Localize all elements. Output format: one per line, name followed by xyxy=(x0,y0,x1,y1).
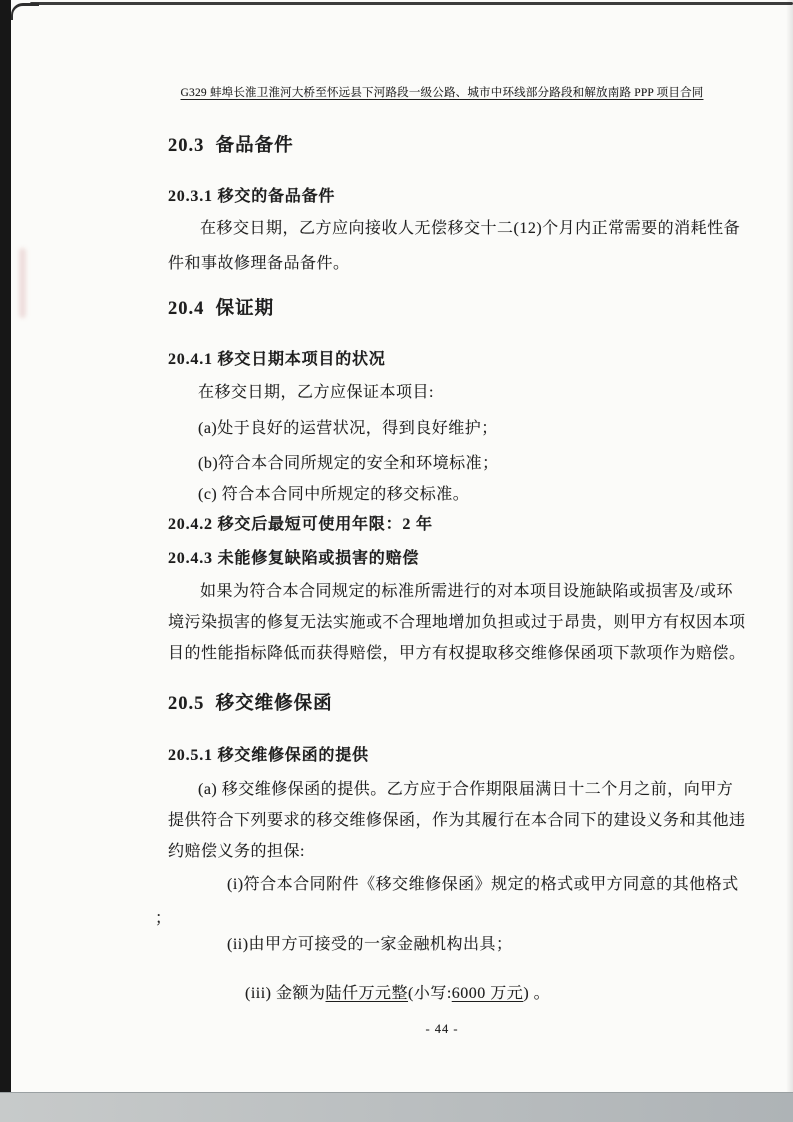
list-item-a: (a)处于良好的运营状况，得到良好维护； xyxy=(198,420,498,437)
amount-text-prefix: (iii) 金额为 xyxy=(245,985,326,1002)
paragraph-line: 件和事故修理备品备件。 xyxy=(168,255,350,272)
paragraph-line: 在移交日期，乙方应向接收人无偿移交十二(12)个月内正常需要的消耗性备 xyxy=(200,220,741,237)
paragraph-line: 目的性能指标降低而获得赔偿，甲方有权提取移交维修保函项下款项作为赔偿。 xyxy=(168,645,746,662)
list-item-i-continuation: ； xyxy=(155,910,172,927)
amount-in-figures: 6000 万元 xyxy=(451,985,524,1002)
list-item-i: (i)符合本合同附件《移交维修保函》规定的格式或甲方同意的其他格式 xyxy=(227,876,739,893)
list-item-b: (b)符合本合同所规定的安全和环境标准； xyxy=(198,455,499,472)
subsection-heading-20-3-1: 20.3.1 移交的备品备件 xyxy=(168,188,336,205)
subsection-heading-20-4-1: 20.4.1 移交日期本项目的状况 xyxy=(168,351,386,368)
section-heading-20-3: 20.3 备品备件 xyxy=(168,136,294,156)
paragraph-line: (a) 移交维修保函的提供。乙方应于合作期限届满日十二个月之前，向甲方 xyxy=(198,781,734,798)
list-item-iii xyxy=(227,962,550,1021)
subsection-heading-20-4-2: 20.4.2 移交后最短可使用年限：2 年 xyxy=(168,516,433,533)
scan-edge-corner xyxy=(11,3,39,20)
list-item-c: (c) 符合本合同中所规定的移交标准。 xyxy=(198,486,470,503)
amount-text-mid: (小写: xyxy=(408,985,452,1002)
paragraph-line: 约赔偿义务的担保: xyxy=(168,843,305,860)
list-item-ii: (ii)由甲方可接受的一家金融机构出具； xyxy=(227,936,513,953)
paragraph-line: 境污染损害的修复无法实施或不合理地增加负担或过于昂贵，则甲方有权因本项 xyxy=(168,614,746,631)
scan-edge-left xyxy=(0,0,11,1093)
subsection-heading-20-4-3: 20.4.3 未能修复缺陷或损害的赔偿 xyxy=(168,550,420,567)
scan-edge-right xyxy=(786,0,793,1092)
amount-in-words: 陆仟万元整 xyxy=(325,985,409,1002)
amount-text-suffix: ) 。 xyxy=(523,985,551,1002)
scan-edge-bottom xyxy=(0,1092,793,1122)
scan-smudge xyxy=(19,248,26,318)
section-heading-20-5: 20.5 移交维修保函 xyxy=(168,694,333,714)
page-number: - 44 - xyxy=(425,1022,459,1036)
paragraph-line: 在移交日期，乙方应保证本项目: xyxy=(198,384,434,401)
section-heading-20-4: 20.4 保证期 xyxy=(168,299,275,319)
paragraph-line: 如果为符合本合同规定的标准所需进行的对本项目设施缺陷或损害及/或环 xyxy=(200,583,733,600)
scan-edge-top xyxy=(30,2,793,5)
subsection-heading-20-5-1: 20.5.1 移交维修保函的提供 xyxy=(168,747,369,764)
paragraph-line: 提供符合下列要求的移交维修保函，作为其履行在本合同下的建设义务和其他违 xyxy=(168,812,746,829)
document-header: G329 蚌埠长淮卫淮河大桥至怀远县下河路段一级公路、城市中环线部分路段和解放南路 PPP 项目合同 xyxy=(180,87,704,99)
